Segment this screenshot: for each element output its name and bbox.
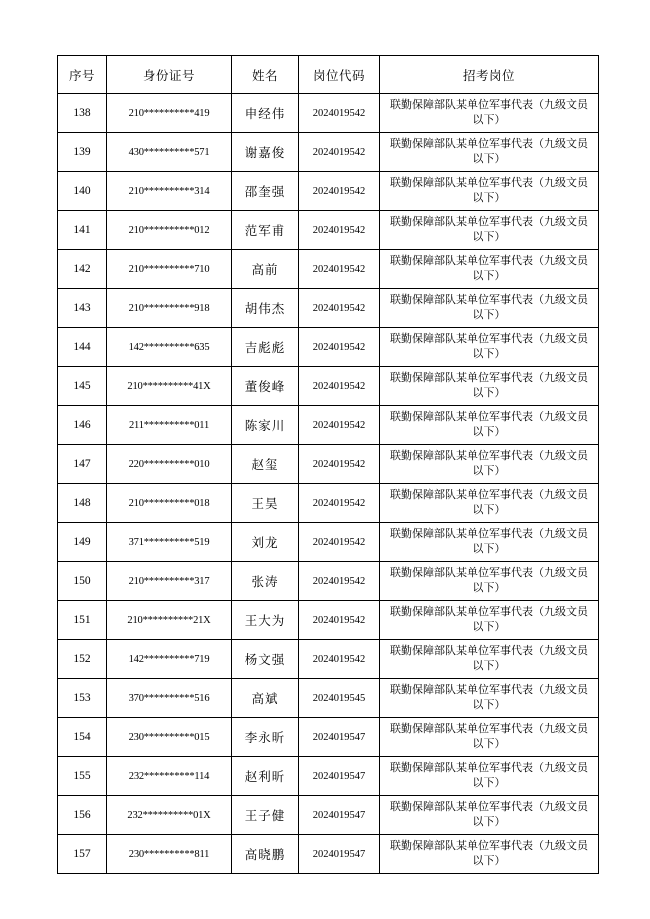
cell-name: 高前 xyxy=(232,250,299,289)
post-title-line-1: 联勤保障部队某单位军事代表（九级文员 xyxy=(390,762,588,774)
cell-post-code: 2024019542 xyxy=(299,94,380,133)
cell-post-code: 2024019542 xyxy=(299,484,380,523)
cell-sequence: 138 xyxy=(58,94,107,133)
table-row xyxy=(58,367,599,406)
cell-post-title xyxy=(380,835,599,874)
cell-id-number: 142**********719 xyxy=(107,640,232,679)
cell-id-number: 210**********710 xyxy=(107,250,232,289)
cell-name: 范军甫 xyxy=(232,211,299,250)
cell-post-code: 2024019542 xyxy=(299,523,380,562)
cell-name: 刘龙 xyxy=(232,523,299,562)
table-header xyxy=(58,56,599,94)
cell-post-title xyxy=(380,796,599,835)
table-row xyxy=(58,757,599,796)
cell-post-code: 2024019542 xyxy=(299,133,380,172)
post-title-line-1: 联勤保障部队某单位军事代表（九级文员 xyxy=(390,723,588,735)
cell-sequence: 142 xyxy=(58,250,107,289)
post-title-line-2: 以下） xyxy=(472,777,506,789)
post-title-line-1: 联勤保障部队某单位军事代表（九级文员 xyxy=(390,606,588,618)
table-row xyxy=(58,562,599,601)
table-row xyxy=(58,679,599,718)
post-title-line-1: 联勤保障部队某单位军事代表（九级文员 xyxy=(390,255,588,267)
cell-post-title xyxy=(380,250,599,289)
cell-post-code: 2024019545 xyxy=(299,679,380,718)
cell-sequence: 139 xyxy=(58,133,107,172)
cell-post-code: 2024019542 xyxy=(299,367,380,406)
cell-id-number: 370**********516 xyxy=(107,679,232,718)
cell-post-code: 2024019542 xyxy=(299,250,380,289)
cell-post-code: 2024019547 xyxy=(299,718,380,757)
table-row xyxy=(58,328,599,367)
cell-id-number: 430**********571 xyxy=(107,133,232,172)
post-title-line-2: 以下） xyxy=(472,465,506,477)
post-title-line-2: 以下） xyxy=(472,192,506,204)
cell-sequence: 145 xyxy=(58,367,107,406)
cell-name: 高斌 xyxy=(232,679,299,718)
cell-name: 申经伟 xyxy=(232,94,299,133)
post-title-line-2: 以下） xyxy=(472,114,506,126)
cell-name: 王大为 xyxy=(232,601,299,640)
post-title-line-2: 以下） xyxy=(472,309,506,321)
post-title-line-2: 以下） xyxy=(472,855,506,867)
post-title-line-1: 联勤保障部队某单位军事代表（九级文员 xyxy=(390,177,588,189)
cell-post-code: 2024019542 xyxy=(299,172,380,211)
post-title-line-1: 联勤保障部队某单位军事代表（九级文员 xyxy=(390,684,588,696)
table-row xyxy=(58,601,599,640)
column-header-id-number: 身份证号 xyxy=(107,56,232,94)
cell-post-title xyxy=(380,562,599,601)
cell-name: 王昊 xyxy=(232,484,299,523)
cell-post-title xyxy=(380,445,599,484)
post-title-line-2: 以下） xyxy=(472,699,506,711)
cell-sequence: 152 xyxy=(58,640,107,679)
post-title-line-1: 联勤保障部队某单位军事代表（九级文员 xyxy=(390,138,588,150)
table-row xyxy=(58,445,599,484)
post-title-line-1: 联勤保障部队某单位军事代表（九级文员 xyxy=(390,801,588,813)
cell-sequence: 140 xyxy=(58,172,107,211)
cell-id-number: 210**********314 xyxy=(107,172,232,211)
cell-name: 张涛 xyxy=(232,562,299,601)
cell-post-title xyxy=(380,211,599,250)
post-title-line-1: 联勤保障部队某单位军事代表（九级文员 xyxy=(390,411,588,423)
post-title-line-2: 以下） xyxy=(472,348,506,360)
post-title-line-1: 联勤保障部队某单位军事代表（九级文员 xyxy=(390,840,588,852)
cell-id-number: 210**********419 xyxy=(107,94,232,133)
cell-sequence: 150 xyxy=(58,562,107,601)
cell-post-title xyxy=(380,640,599,679)
post-title-line-1: 联勤保障部队某单位军事代表（九级文员 xyxy=(390,528,588,540)
cell-sequence: 143 xyxy=(58,289,107,328)
cell-post-code: 2024019542 xyxy=(299,601,380,640)
post-title-line-1: 联勤保障部队某单位军事代表（九级文员 xyxy=(390,645,588,657)
cell-id-number: 210**********018 xyxy=(107,484,232,523)
cell-id-number: 210**********41X xyxy=(107,367,232,406)
cell-id-number: 230**********811 xyxy=(107,835,232,874)
cell-post-code: 2024019542 xyxy=(299,445,380,484)
cell-post-title xyxy=(380,523,599,562)
cell-post-title xyxy=(380,406,599,445)
table-row xyxy=(58,406,599,445)
cell-name: 胡伟杰 xyxy=(232,289,299,328)
post-title-line-2: 以下） xyxy=(472,621,506,633)
cell-id-number: 232**********01X xyxy=(107,796,232,835)
post-title-line-2: 以下） xyxy=(472,426,506,438)
table-row xyxy=(58,94,599,133)
column-header-post-title: 招考岗位 xyxy=(380,56,599,94)
post-title-line-2: 以下） xyxy=(472,153,506,165)
cell-post-title xyxy=(380,94,599,133)
cell-post-title xyxy=(380,601,599,640)
table-row xyxy=(58,523,599,562)
post-title-line-1: 联勤保障部队某单位军事代表（九级文员 xyxy=(390,294,588,306)
post-title-line-1: 联勤保障部队某单位军事代表（九级文员 xyxy=(390,333,588,345)
cell-sequence: 148 xyxy=(58,484,107,523)
table-header-row xyxy=(58,56,599,94)
post-title-line-1: 联勤保障部队某单位军事代表（九级文员 xyxy=(390,567,588,579)
post-title-line-1: 联勤保障部队某单位军事代表（九级文员 xyxy=(390,216,588,228)
cell-sequence: 146 xyxy=(58,406,107,445)
cell-name: 董俊峰 xyxy=(232,367,299,406)
cell-post-title xyxy=(380,679,599,718)
cell-name: 谢嘉俊 xyxy=(232,133,299,172)
cell-sequence: 154 xyxy=(58,718,107,757)
cell-post-title xyxy=(380,484,599,523)
cell-name: 李永昕 xyxy=(232,718,299,757)
cell-name: 赵利昕 xyxy=(232,757,299,796)
applicant-roster-table xyxy=(57,55,599,874)
cell-post-title xyxy=(380,133,599,172)
cell-post-title xyxy=(380,367,599,406)
post-title-line-2: 以下） xyxy=(472,738,506,750)
cell-sequence: 149 xyxy=(58,523,107,562)
table-body xyxy=(58,94,599,874)
cell-sequence: 141 xyxy=(58,211,107,250)
post-title-line-2: 以下） xyxy=(472,543,506,555)
cell-post-title xyxy=(380,757,599,796)
cell-sequence: 144 xyxy=(58,328,107,367)
cell-id-number: 230**********015 xyxy=(107,718,232,757)
cell-name: 陈家川 xyxy=(232,406,299,445)
cell-name: 赵玺 xyxy=(232,445,299,484)
table-row xyxy=(58,250,599,289)
post-title-line-2: 以下） xyxy=(472,231,506,243)
post-title-line-2: 以下） xyxy=(472,816,506,828)
cell-post-title xyxy=(380,172,599,211)
table-row xyxy=(58,289,599,328)
cell-name: 高晓鹏 xyxy=(232,835,299,874)
cell-name: 邵奎强 xyxy=(232,172,299,211)
cell-post-code: 2024019542 xyxy=(299,640,380,679)
post-title-line-1: 联勤保障部队某单位军事代表（九级文员 xyxy=(390,450,588,462)
cell-post-title xyxy=(380,328,599,367)
cell-sequence: 155 xyxy=(58,757,107,796)
table-row xyxy=(58,640,599,679)
post-title-line-2: 以下） xyxy=(472,660,506,672)
column-header-name: 姓名 xyxy=(232,56,299,94)
column-header-post-code: 岗位代码 xyxy=(299,56,380,94)
cell-sequence: 151 xyxy=(58,601,107,640)
cell-id-number: 210**********317 xyxy=(107,562,232,601)
cell-name: 王子健 xyxy=(232,796,299,835)
cell-post-title xyxy=(380,718,599,757)
post-title-line-1: 联勤保障部队某单位军事代表（九级文员 xyxy=(390,489,588,501)
post-title-line-2: 以下） xyxy=(472,582,506,594)
cell-id-number: 232**********114 xyxy=(107,757,232,796)
post-title-line-2: 以下） xyxy=(472,504,506,516)
cell-id-number: 220**********010 xyxy=(107,445,232,484)
cell-name: 杨文强 xyxy=(232,640,299,679)
table-row xyxy=(58,133,599,172)
cell-id-number: 211**********011 xyxy=(107,406,232,445)
table-row xyxy=(58,211,599,250)
cell-post-code: 2024019542 xyxy=(299,328,380,367)
cell-id-number: 210**********012 xyxy=(107,211,232,250)
post-title-line-2: 以下） xyxy=(472,270,506,282)
cell-post-code: 2024019542 xyxy=(299,211,380,250)
cell-post-code: 2024019542 xyxy=(299,406,380,445)
cell-post-code: 2024019547 xyxy=(299,835,380,874)
table-row xyxy=(58,172,599,211)
cell-id-number: 142**********635 xyxy=(107,328,232,367)
cell-id-number: 210**********918 xyxy=(107,289,232,328)
cell-id-number: 371**********519 xyxy=(107,523,232,562)
cell-sequence: 157 xyxy=(58,835,107,874)
cell-post-title xyxy=(380,289,599,328)
column-header-sequence: 序号 xyxy=(58,56,107,94)
table-row xyxy=(58,796,599,835)
table-row xyxy=(58,835,599,874)
table-row xyxy=(58,718,599,757)
cell-sequence: 153 xyxy=(58,679,107,718)
post-title-line-2: 以下） xyxy=(472,387,506,399)
cell-post-code: 2024019547 xyxy=(299,757,380,796)
table-row xyxy=(58,484,599,523)
cell-sequence: 156 xyxy=(58,796,107,835)
cell-post-code: 2024019542 xyxy=(299,562,380,601)
cell-post-code: 2024019547 xyxy=(299,796,380,835)
cell-name: 吉彪彪 xyxy=(232,328,299,367)
post-title-line-1: 联勤保障部队某单位军事代表（九级文员 xyxy=(390,99,588,111)
cell-post-code: 2024019542 xyxy=(299,289,380,328)
post-title-line-1: 联勤保障部队某单位军事代表（九级文员 xyxy=(390,372,588,384)
cell-id-number: 210**********21X xyxy=(107,601,232,640)
cell-sequence: 147 xyxy=(58,445,107,484)
